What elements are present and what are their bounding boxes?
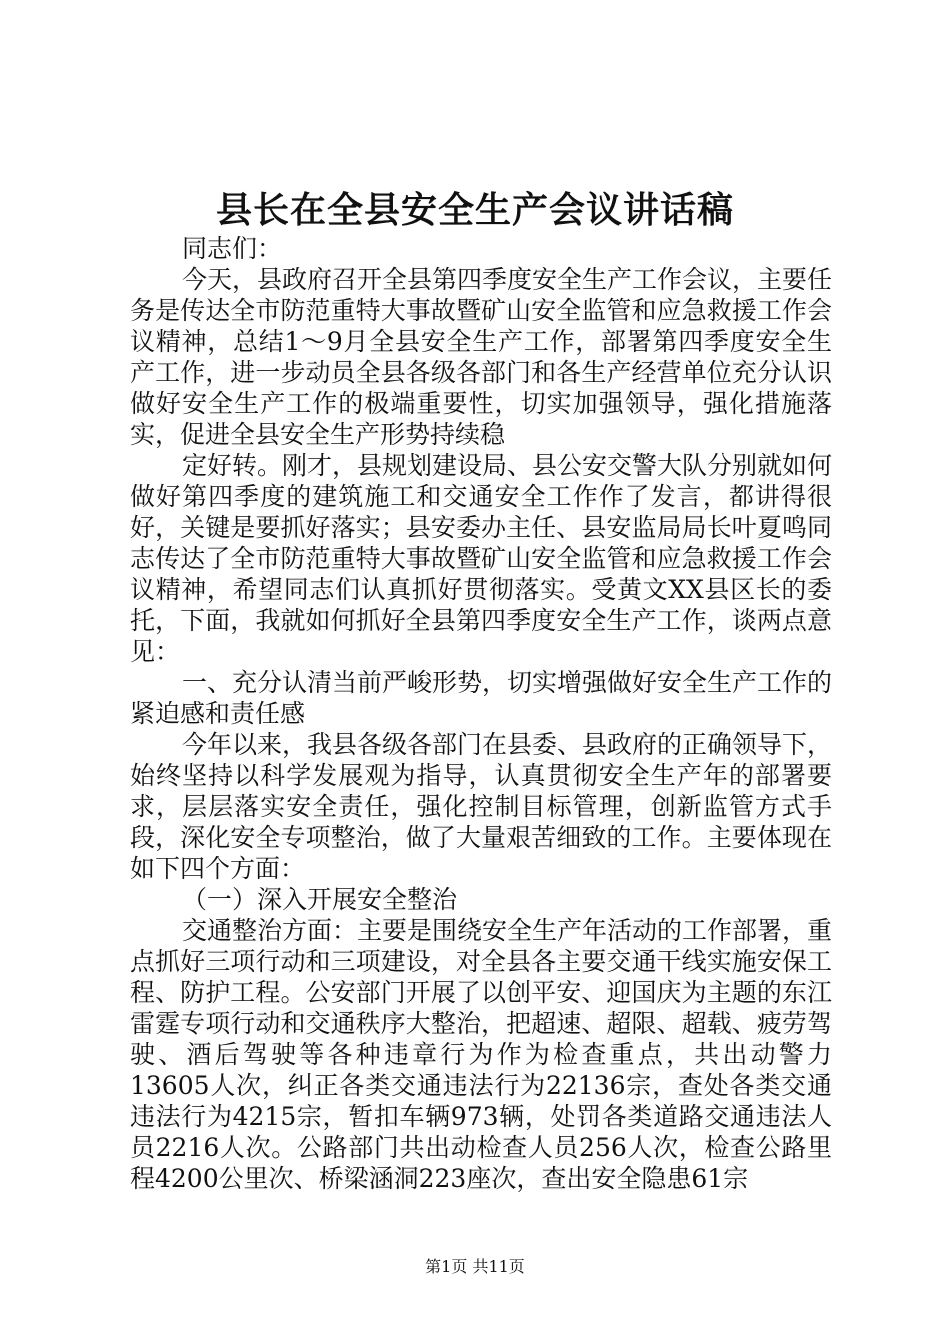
document-title: 县长在全县安全生产会议讲话稿 bbox=[215, 189, 734, 231]
body-paragraph: 交通整治方面：主要是围绕安全生产年活动的工作部署，重点抓好三项行动和三项建设，对全县各主要交通干线实施安保工程、防护工程。公安部门开展了以创平安、迎国庆为主题的东江雷霆专项行动和交通秩序大整治，把超速、超限、超载、疲劳驾驶、酒后驾驶等各种违章行为作为检查重点，共出动警力13605人次，纠正各类交通违法行为22136宗，查处各类交通违法行为4215宗，暂扣车辆973辆，处罚各类道路交通违法人员2216人次。公路部门共出动检查人员256人次，检查公路里程4200公里次、桥梁涵洞223座次，查出安全隐患61宗 bbox=[130, 916, 833, 1193]
body-paragraph: 今天，县政府召开全县第四季度安全生产工作会议，主要任务是传达全市防范重特大事故暨矿山安全监管和应急救援工作会议精神，总结1～9月全县安全生产工作，部署第四季度安全生产工作，进一步动员全县各级各部门和各生产经营单位充分认识做好安全生产工作的极端重要性，切实加强领导，强化措施落实，促进全县安全生产形势持续稳 bbox=[130, 265, 833, 449]
subsection-heading: （一）深入开展安全整治 bbox=[182, 885, 458, 914]
document-body bbox=[130, 233, 832, 1194]
section-heading: 一、充分认清当前严峻形势，切实增强做好安全生产工作的紧迫感和责任感 bbox=[130, 668, 833, 728]
body-paragraph: 今年以来，我县各级各部门在县委、县政府的正确领导下，始终坚持以科学发展观为指导，认真贯彻安全生产年的部署要求，层层落实安全责任，强化控制目标管理，创新监管方式手段，深化安全专项整治，做了大量艰苦细致的工作。主要体现在如下四个方面： bbox=[130, 730, 833, 883]
page-number: 第1页 共11页 bbox=[425, 1257, 525, 1276]
salutation-paragraph: 同志们： bbox=[182, 234, 283, 263]
body-paragraph: 定好转。刚才，县规划建设局、县公安交警大队分别就如何做好第四季度的建筑施工和交通安全工作作了发言，都讲得很好，关键是要抓好落实；县安委办主任、县安监局局长叶夏鸣同志传达了全市防范重特大事故暨矿山安全监管和应急救援工作会议精神，希望同志们认真抓好贯彻落实。受黄文XX县区长的委托，下面，我就如何抓好全县第四季度安全生产工作，谈两点意见： bbox=[130, 451, 833, 666]
